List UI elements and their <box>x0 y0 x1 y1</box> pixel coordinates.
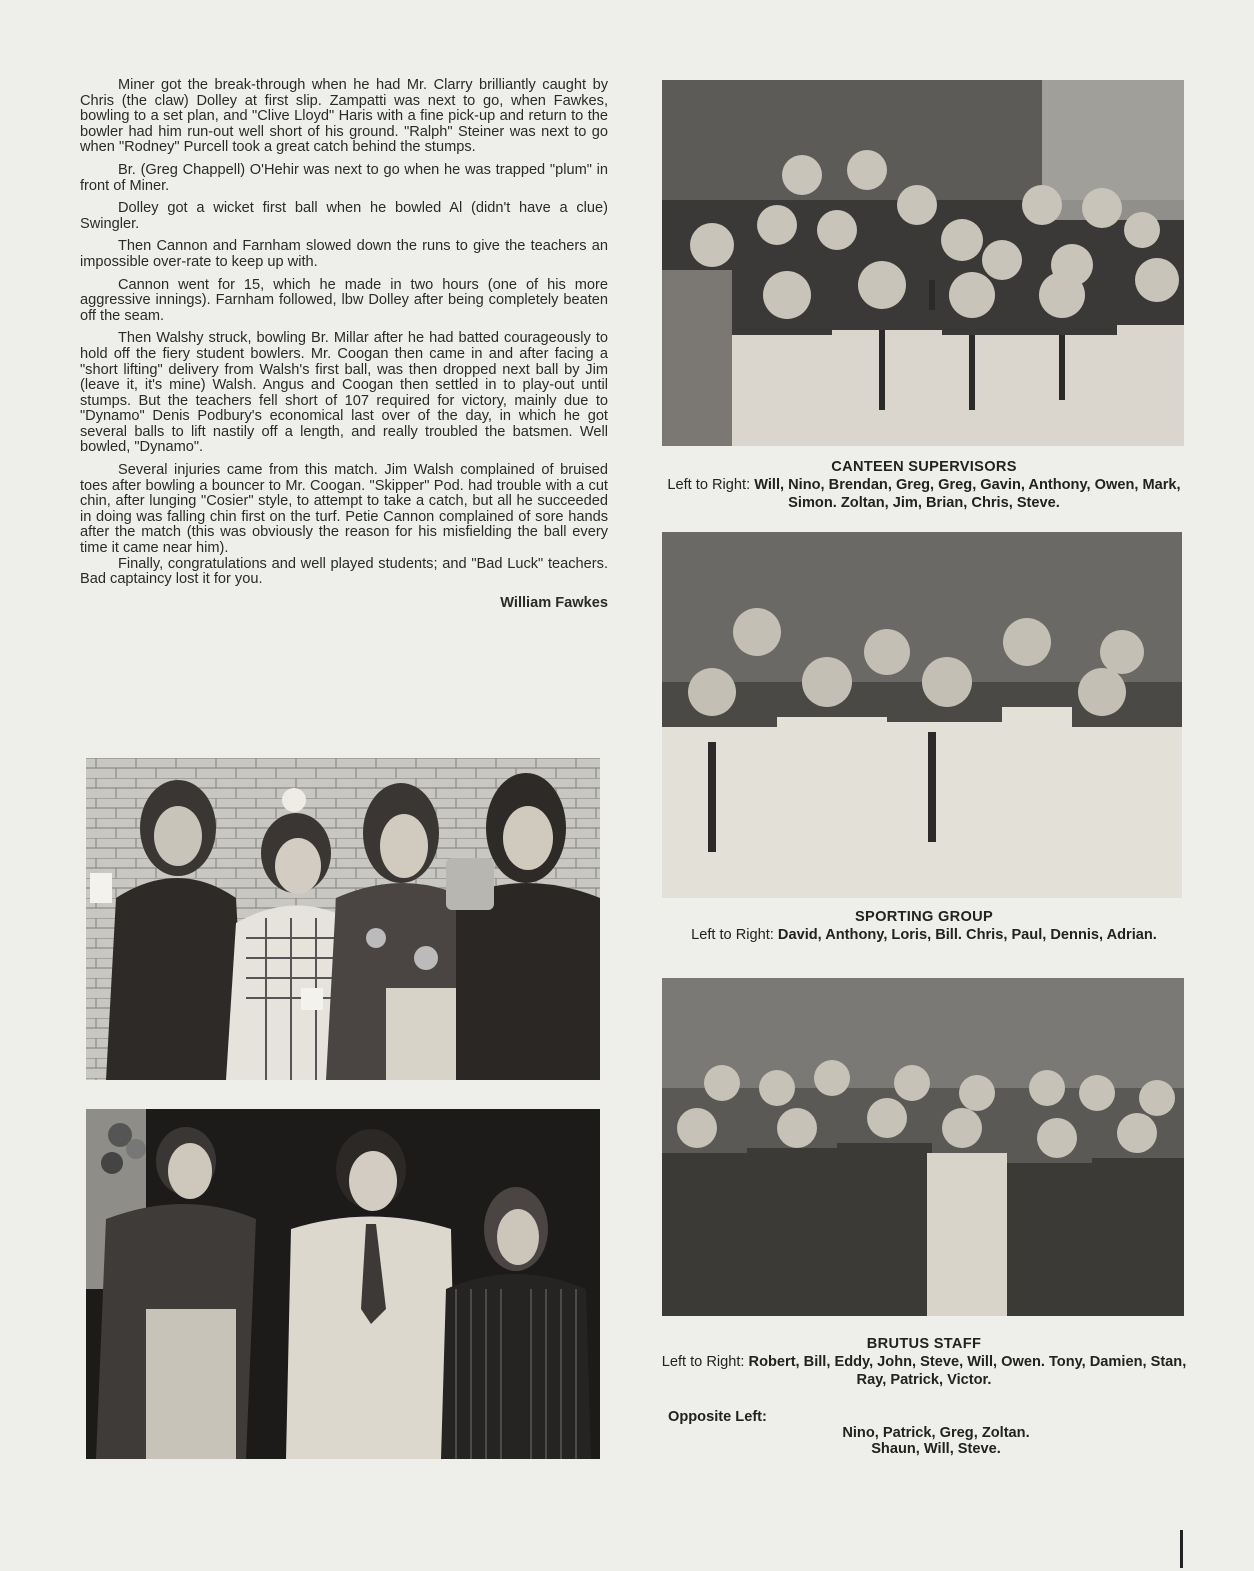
caption-names: Will, Nino, Brendan, Greg, Greg, Gavin, Anthony, Owen, Mark, Simon. Zoltan, Jim, Brian, Chris, Steve. <box>754 477 1181 511</box>
article-paragraph: Then Walshy struck, bowling Br. Millar after he had batted courageously to hold off the fiery student bowlers. Mr. Coogan then came in and after facing a "short lifting" delivery from Walsh's first ball, was then dropped next ball by Jim (leave it, it's mine) Walsh. Angus and Coogan then settled in to play-out until stumps. But the teachers fell short of 107 required for victory, mainly due to "Dynamo" Denis Podbury's economical last over of the day, in which he got several balls to lift nastily off a length, and really troubled the batsmen. Well bowled, "Dynamo". <box>80 330 608 456</box>
article-byline: William Fawkes <box>500 594 608 611</box>
caption-names: Robert, Bill, Eddy, John, Steve, Will, Owen. Tony, Damien, Stan, Ray, Patrick, Victor. <box>748 1354 1187 1388</box>
brutus-staff-caption <box>656 1335 1192 1389</box>
caption-title: SPORTING GROUP <box>855 909 993 925</box>
opposite-left-caption <box>668 1408 1188 1458</box>
caption-names: David, Anthony, Loris, Bill. Chris, Paul, Dennis, Adrian. <box>777 927 1157 943</box>
caption-lead: Left to Right: <box>667 477 755 493</box>
page-number-mark <box>1180 1530 1183 1568</box>
article-paragraph: Cannon went for 15, which he made in two hours (one of his more aggressive innings). Farnham followed, lbw Dolley after being completely beaten off the seam. <box>80 276 608 324</box>
caption-lead: Left to Right: <box>661 1354 749 1370</box>
party-photo-students <box>86 758 600 1080</box>
sporting-group-caption <box>656 908 1192 944</box>
canteen-supervisors-caption <box>656 458 1192 512</box>
article-paragraph: Then Cannon and Farnham slowed down the runs to give the teachers an impossible over-rate to keep up with. <box>80 238 608 270</box>
article-paragraph: Finally, congratulations and well played students; and "Bad Luck" teachers. Bad captaincy lost it for you. <box>80 555 608 588</box>
cricket-match-article <box>80 78 608 611</box>
opposite-names-line-2: Shaun, Will, Steve. <box>871 1441 1001 1457</box>
brutus-staff-photo <box>662 978 1184 1316</box>
party-photo-teachers <box>86 1109 600 1459</box>
caption-lead: Left to Right: <box>691 927 778 943</box>
article-paragraph: Dolley got a wicket first ball when he bowled Al (didn't have a clue) Swingler. <box>80 200 608 232</box>
caption-title: BRUTUS STAFF <box>866 1336 982 1352</box>
caption-title: CANTEEN SUPERVISORS <box>831 459 1017 475</box>
opposite-names-line-1: Nino, Patrick, Greg, Zoltan. <box>842 1425 1030 1441</box>
article-paragraph: Br. (Greg Chappell) O'Hehir was next to go when he was trapped "plum" in front of Miner. <box>80 161 608 194</box>
sporting-group-photo <box>662 532 1182 898</box>
opposite-label: Opposite Left: <box>668 1409 767 1425</box>
article-paragraph: Miner got the break-through when he had Mr. Clarry brilliantly caught by Chris (the claw) Dolley at first slip. Zampatti was next to go, when Fawkes, bowling to a set plan, and "Clive Lloyd" Haris with a fine pick-up and return to the bowler had him run-out well short of his ground. "Ralph" Steiner was next to go when "Rodney" Purcell took a great catch behind the stumps. <box>80 77 608 156</box>
canteen-supervisors-photo <box>662 80 1184 446</box>
article-paragraph: Several injuries came from this match. Jim Walsh complained of bruised toes after bowling a bouncer to Mr. Coogan. "Skipper" Pod. had trouble with a cut chin, after lunging "Cosier" style, to attempt to take a catch, but all he succeeded in doing was falling chin first on the turf. Petie Cannon complained of sore hands after the match (this was obviously the reason for his misfielding the ball every time it came near him). <box>80 462 608 557</box>
